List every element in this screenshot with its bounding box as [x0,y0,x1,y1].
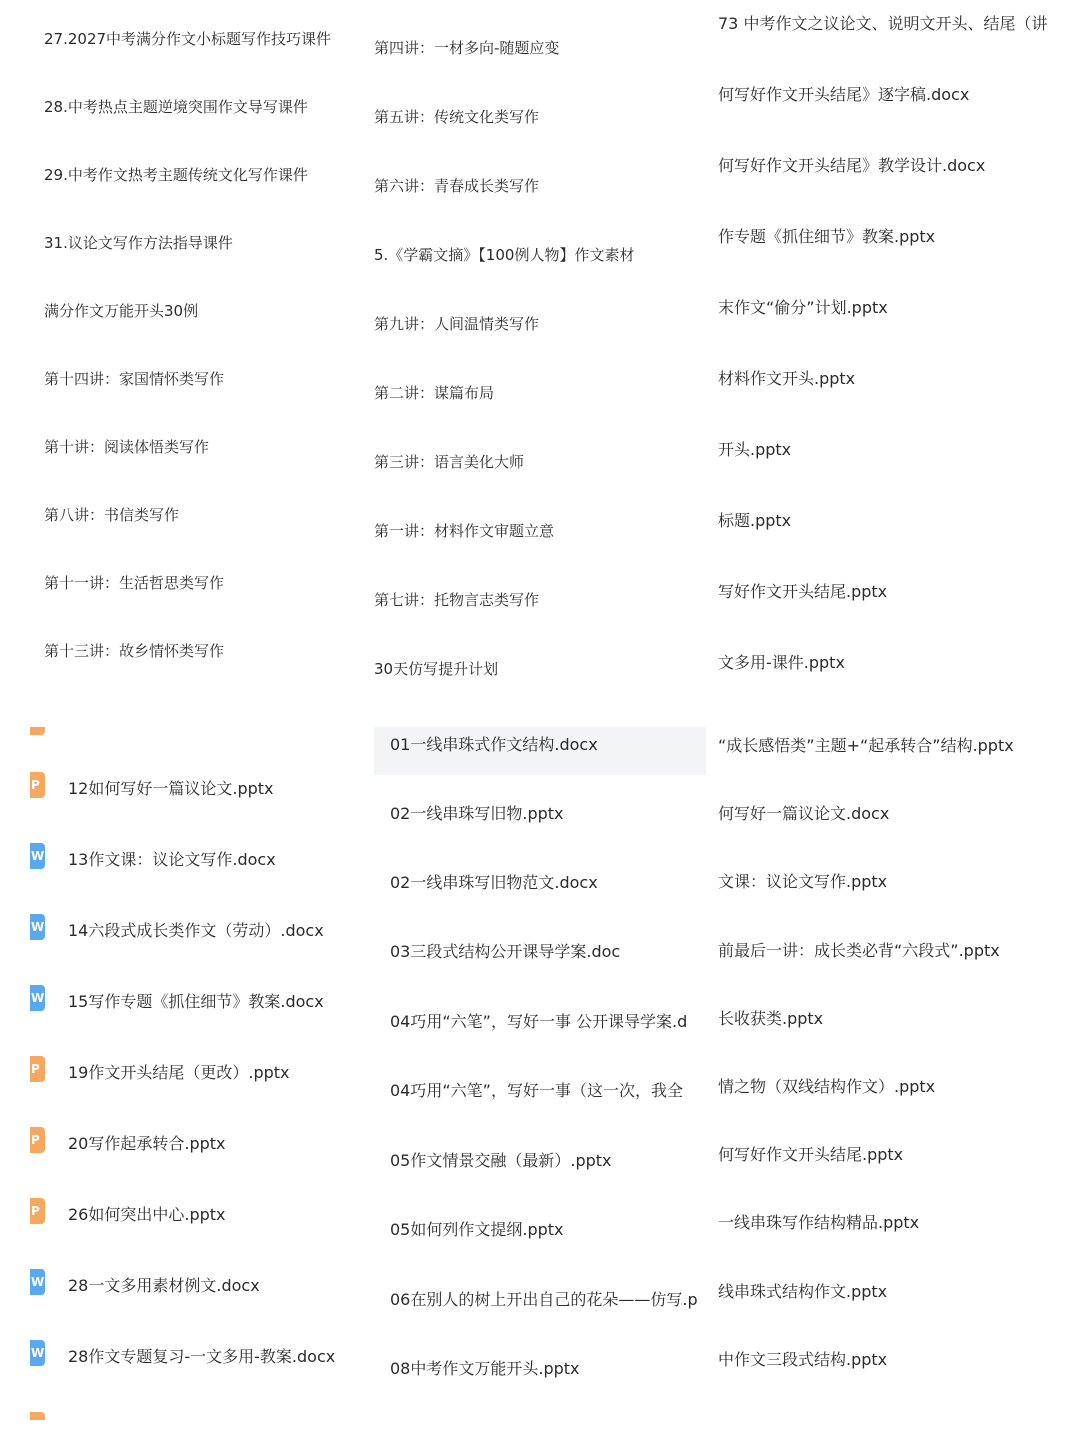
list-item[interactable]: 第十四讲：家国情怀类写作 [44,370,225,388]
file-list-item[interactable]: 一线串珠写作结构精品.pptx [718,1213,920,1232]
file-list-item[interactable]: 长收获类.pptx [718,1009,824,1028]
file-list-item[interactable]: 20写作起承转合.pptx [68,1134,226,1153]
doc-file-icon: W [30,985,45,1011]
list-item[interactable]: 第二讲：谋篇布局 [374,384,495,402]
ppt-file-icon: P [30,1056,45,1082]
file-list-item[interactable]: 线串珠式结构作文.pptx [718,1282,888,1301]
list-item[interactable]: 标题.pptx [718,511,792,530]
file-list-item[interactable]: 28一文多用素材例文.docx [68,1276,260,1295]
file-list-item[interactable]: 15写作专题《抓住细节》教案.docx [68,992,324,1011]
list-item[interactable]: 满分作文万能开头30例 [44,302,199,320]
ppt-file-icon: P [30,1127,45,1153]
ppt-file-icon: P [30,772,45,798]
file-list-item[interactable]: 12如何写好一篇议论文.pptx [68,779,274,798]
doc-file-icon: W [30,914,45,940]
list-item[interactable]: 材料作文开头.pptx [718,369,856,388]
list-item[interactable]: 开头.pptx [718,440,792,459]
ppt-file-icon: P [30,1198,45,1224]
file-list-item[interactable]: 08中考作文万能开头.pptx [390,1359,580,1378]
list-item[interactable]: 何写好作文开头结尾》逐字稿.docx [718,85,970,104]
file-list-item[interactable]: 何写好一篇议论文.docx [718,804,890,823]
file-list-item[interactable]: “成长感悟类”主题+“起承转合”结构.pptx [718,736,1014,755]
file-list-item[interactable]: 06在别人的树上开出自己的花朵——仿写.p [390,1290,698,1309]
list-item[interactable]: 第六讲：青春成长类写作 [374,177,540,195]
file-list-item[interactable]: 05如何列作文提纲.pptx [390,1220,564,1239]
file-list-item[interactable]: 中作文三段式结构.pptx [718,1350,888,1369]
list-item[interactable]: 第七讲：托物言志类写作 [374,591,540,609]
list-item[interactable]: 文多用-课件.pptx [718,653,845,672]
list-item[interactable]: 第十讲：阅读体悟类写作 [44,438,210,456]
file-list-item[interactable]: 文课：议论文写作.pptx [718,872,888,891]
list-item[interactable]: 第十一讲：生活哲思类写作 [44,574,225,592]
list-item[interactable]: 何写好作文开头结尾》教学设计.docx [718,156,986,175]
list-item[interactable]: 第一讲：材料作文审题立意 [374,522,555,540]
file-list-item[interactable]: 28作文专题复习-一文多用-教案.docx [68,1347,336,1366]
ppt-file-icon [30,727,45,735]
file-list-item[interactable]: 14六段式成长类作文（劳动）.docx [68,921,324,940]
file-list-item[interactable]: 02一线串珠写旧物范文.docx [390,873,598,892]
list-item[interactable]: 30天仿写提升计划 [374,660,499,678]
ppt-file-icon [30,1412,45,1420]
file-list-item[interactable]: 04巧用“六笔”，写好一事 公开课导学案.d [390,1012,688,1031]
doc-file-icon: W [30,843,45,869]
list-item[interactable]: 73 中考作文之议论文、说明文开头、结尾（讲 [718,14,1048,33]
list-item[interactable]: 第九讲：人间温情类写作 [374,315,540,333]
list-item[interactable]: 写好作文开头结尾.pptx [718,582,888,601]
list-item[interactable]: 第八讲：书信类写作 [44,506,180,524]
file-list-item[interactable]: 03三段式结构公开课导学案.doc [390,942,621,961]
file-list-item[interactable]: 26如何突出中心.pptx [68,1205,226,1224]
file-list-item[interactable]: 13作文课：议论文写作.docx [68,850,276,869]
list-item[interactable]: 末作文“偷分”计划.pptx [718,298,888,317]
list-item[interactable]: 5.《学霸文摘》【100例人物】作文素材 [374,246,635,264]
file-list-item[interactable]: 何写好作文开头结尾.pptx [718,1145,904,1164]
file-list-item[interactable]: 01一线串珠式作文结构.docx [390,735,598,754]
list-item[interactable]: 第五讲：传统文化类写作 [374,108,540,126]
list-item[interactable]: 27.2027中考满分作文小标题写作技巧课件 [44,30,332,48]
list-item[interactable]: 第十三讲：故乡情怀类写作 [44,642,225,660]
file-list-item[interactable]: 04巧用“六笔”，写好一事（这一次，我全 [390,1081,683,1100]
doc-file-icon: W [30,1269,45,1295]
doc-file-icon: W [30,1340,45,1366]
file-list-item[interactable]: 情之物（双线结构作文）.pptx [718,1077,936,1096]
list-item[interactable]: 31.议论文写作方法指导课件 [44,234,233,252]
file-list-item[interactable]: 前最后一讲：成长类必背“六段式”.pptx [718,941,1000,960]
file-list-item[interactable]: 19作文开头结尾（更改）.pptx [68,1063,290,1082]
list-item[interactable]: 28.中考热点主题逆境突围作文导写课件 [44,98,308,116]
list-item[interactable]: 第四讲：一材多向-随题应变 [374,39,560,57]
file-list-item[interactable]: 02一线串珠写旧物.pptx [390,804,564,823]
list-item[interactable]: 29.中考作文热考主题传统文化写作课件 [44,166,308,184]
list-item[interactable]: 作专题《抓住细节》教案.pptx [718,227,936,246]
list-item[interactable]: 第三讲：语言美化大师 [374,453,525,471]
file-list-item[interactable]: 05作文情景交融（最新）.pptx [390,1151,612,1170]
